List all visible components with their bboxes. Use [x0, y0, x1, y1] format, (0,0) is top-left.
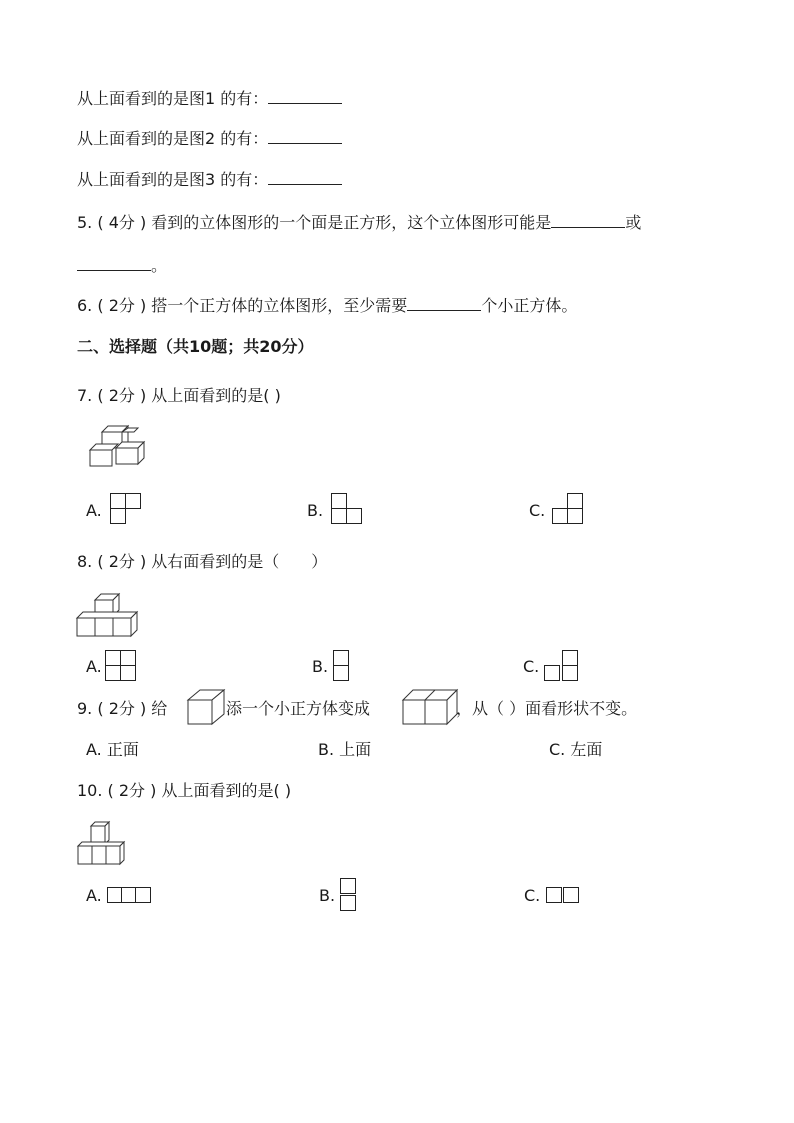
question-number: 10. [77, 781, 103, 800]
q9-single-cube [186, 688, 228, 728]
q10-cube-figure [76, 818, 130, 868]
section-title: 二、选择题（共10题；共20分） [77, 337, 314, 356]
q10-option-a[interactable]: A. [86, 886, 102, 905]
question-8 [77, 551, 327, 573]
q7-option-a[interactable]: A. [86, 501, 102, 520]
question-text: 个小正方体。 [481, 296, 578, 315]
q7-option-c[interactable]: C. [529, 501, 546, 520]
answer-blank[interactable] [268, 127, 342, 144]
q7-option-b[interactable]: B. [307, 501, 324, 520]
question-number: 9. [77, 699, 93, 718]
question-text: 给 [151, 699, 168, 718]
view-text-fig2: 从上面看到的是图2 的有： [77, 129, 269, 148]
answer-blank[interactable] [407, 294, 481, 311]
question-5 [77, 211, 641, 234]
question-number: 6. [77, 296, 93, 315]
question-number: 7. [77, 386, 93, 405]
q9-double-cube [401, 688, 459, 728]
question-number: 8. [77, 552, 93, 571]
question-text: 。 [151, 256, 168, 275]
answer-blank[interactable] [77, 254, 151, 271]
question-score: ( 2分 ) [97, 296, 147, 315]
question-text: 添一个小正方体变成 [226, 699, 371, 718]
answer-blank[interactable] [551, 211, 625, 228]
question-score: ( 2分 ) [97, 386, 147, 405]
question-score: ( 2分 ) [107, 781, 157, 800]
q9-option-a[interactable]: A. 正面 [86, 740, 139, 759]
q8-option-a[interactable]: A. [86, 657, 102, 676]
question-score: ( 2分 ) [97, 699, 147, 718]
question-text: 从上面看到的是( ) [151, 386, 281, 405]
question-9 [77, 698, 167, 720]
view-line-fig2 [77, 127, 342, 150]
view-line-fig1 [77, 87, 342, 110]
question-text: 或 [625, 213, 642, 232]
question-score: ( 2分 ) [97, 552, 147, 571]
question-text: 从上面看到的是( ) [161, 781, 292, 800]
q8-option-b[interactable]: B. [312, 657, 329, 676]
view-text-fig3: 从上面看到的是图3 的有： [77, 170, 269, 189]
question-text: ，从（ ）面看形状不变。 [456, 699, 638, 718]
view-line-fig3 [77, 168, 342, 191]
question-text: 从右面看到的是（ ） [151, 552, 328, 571]
question-10 [77, 780, 291, 802]
question-6 [77, 294, 577, 317]
answer-blank[interactable] [268, 87, 342, 104]
question-text: 看到的立体图形的一个面是正方形，这个立体图形可能是 [151, 213, 552, 232]
q10-option-c[interactable]: C. [524, 886, 541, 905]
question-5-cont [77, 254, 167, 277]
q10-option-b[interactable]: B. [319, 886, 336, 905]
q8-option-c[interactable]: C. [523, 657, 540, 676]
question-number: 5. [77, 213, 93, 232]
q9-option-c[interactable]: C. 左面 [549, 740, 603, 759]
view-text-fig1: 从上面看到的是图1 的有： [77, 89, 269, 108]
answer-blank[interactable] [268, 168, 342, 185]
question-7 [77, 385, 281, 407]
question-text: 搭一个正方体的立体图形，至少需要 [151, 296, 408, 315]
question-score: ( 4分 ) [97, 213, 147, 232]
q7-cube-figure [88, 424, 148, 470]
q8-cube-figure [75, 590, 141, 638]
q9-option-b[interactable]: B. 上面 [318, 740, 372, 759]
